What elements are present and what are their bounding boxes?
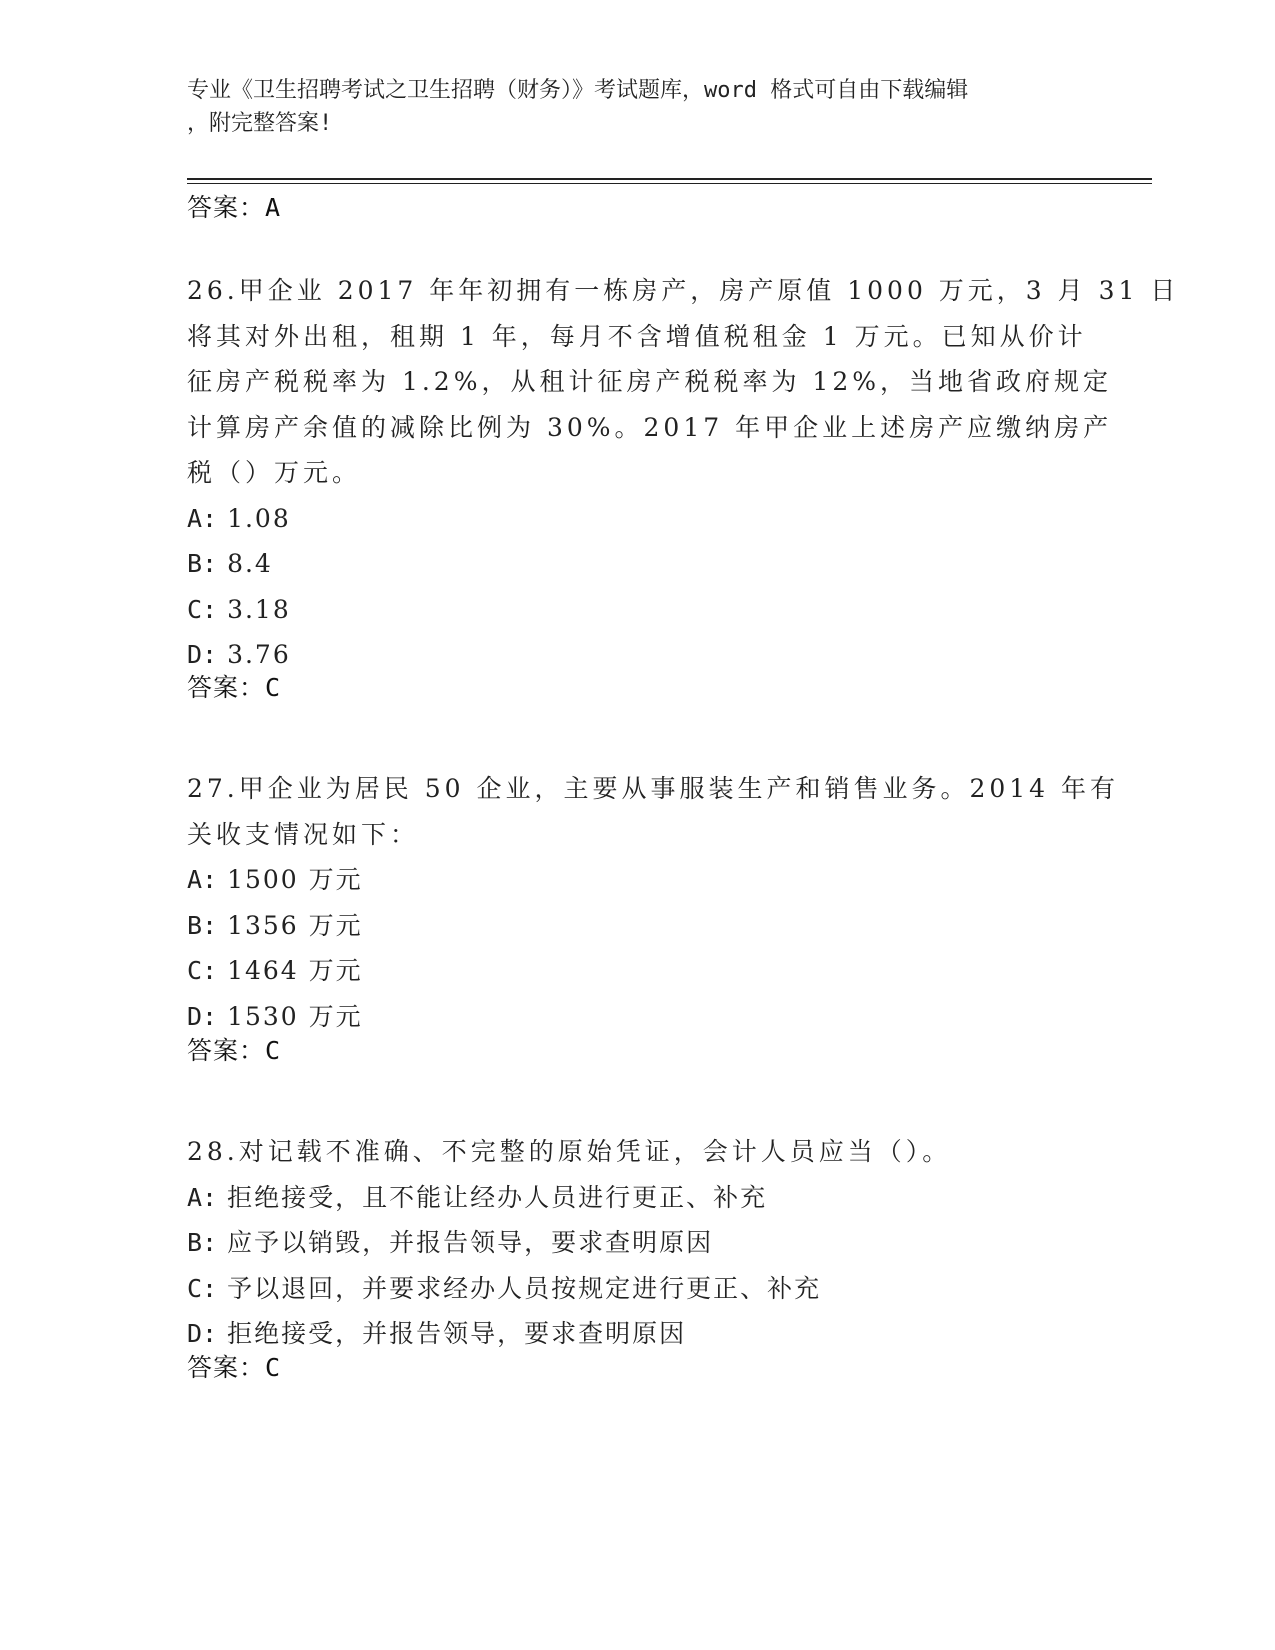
option-letter: A: [187, 503, 218, 533]
option-b [187, 903, 1087, 949]
option-c [187, 948, 1087, 994]
option-letter: A: [187, 865, 218, 894]
option-text: 1464 万元 [227, 956, 363, 985]
option-c [187, 587, 1087, 633]
option-letter: C: [187, 1273, 218, 1303]
question-27 [187, 766, 1120, 1039]
option-d [187, 632, 1087, 678]
option-d [187, 994, 1087, 1040]
previous-answer: 答案：A [187, 193, 282, 222]
answer-27: 答案：C [187, 1036, 282, 1065]
option-letter: B: [187, 910, 218, 940]
header-line-2: ，附完整答案! [187, 111, 333, 136]
option-letter: D: [187, 640, 218, 669]
option-text: 1530 万元 [227, 1001, 363, 1031]
answer-26: 答案：C [187, 673, 282, 702]
option-text: 应予以销毁，并报告领导，要求查明原因 [227, 1228, 714, 1257]
option-letter: B: [187, 1228, 218, 1257]
option-text: 1.08 [227, 503, 291, 533]
option-d [187, 1311, 1087, 1357]
answer-28: 答案：C [187, 1353, 282, 1382]
option-text: 8.4 [227, 549, 273, 578]
question-stem-line: 征房产税税率为 1.2%，从租计征房产税税率为 12%，当地省政府规定 [187, 367, 1112, 396]
question-stem-line: 28.对记载不准确、不完整的原始凭证，会计人员应当（）。 [187, 1137, 952, 1166]
question-stem-line: 关收支情况如下： [187, 819, 420, 849]
option-b [187, 541, 1087, 587]
question-stem-line: 27.甲企业为居民 50 企业，主要从事服装生产和销售业务。2014 年有 [187, 774, 1120, 803]
header-line-1: 专业《卫生招聘考试之卫生招聘（财务）》考试题库，word 格式可自由下载编辑 [187, 78, 969, 103]
option-b [187, 1220, 1087, 1266]
option-c [187, 1266, 1087, 1312]
header-rule-thin [187, 183, 1152, 184]
option-letter: D: [187, 1001, 218, 1031]
option-a [187, 1175, 1087, 1221]
option-letter: C: [187, 956, 218, 985]
option-text: 1500 万元 [227, 865, 363, 894]
option-a [187, 857, 1087, 903]
option-text: 3.76 [227, 640, 291, 669]
option-text: 予以退回，并要求经办人员按规定进行更正、补充 [227, 1273, 822, 1303]
question-stem-line: 将其对外出租，租期 1 年，每月不含增值税租金 1 万元。已知从价计 [187, 321, 1087, 351]
option-text: 1356 万元 [227, 910, 363, 940]
question-28 [187, 1129, 1087, 1357]
option-text: 拒绝接受，且不能让经办人员进行更正、补充 [227, 1182, 768, 1212]
option-letter: A: [187, 1182, 218, 1212]
header-rule-thick [187, 178, 1152, 180]
option-letter: B: [187, 549, 218, 578]
option-text: 拒绝接受，并报告领导，要求查明原因 [227, 1319, 687, 1348]
option-text: 3.18 [227, 594, 291, 624]
page-header [187, 74, 1087, 140]
option-letter: D: [187, 1319, 218, 1348]
option-a [187, 496, 1087, 542]
question-stem-line: 26.甲企业 2017 年年初拥有一栋房产，房产原值 1000 万元，3 月 31 日 [187, 276, 1180, 305]
question-26 [187, 268, 1180, 678]
question-stem-line: 税（）万元。 [187, 458, 362, 487]
option-letter: C: [187, 594, 218, 624]
question-stem-line: 计算房产余值的减除比例为 30%。2017 年甲企业上述房产应缴纳房产 [187, 412, 1113, 442]
